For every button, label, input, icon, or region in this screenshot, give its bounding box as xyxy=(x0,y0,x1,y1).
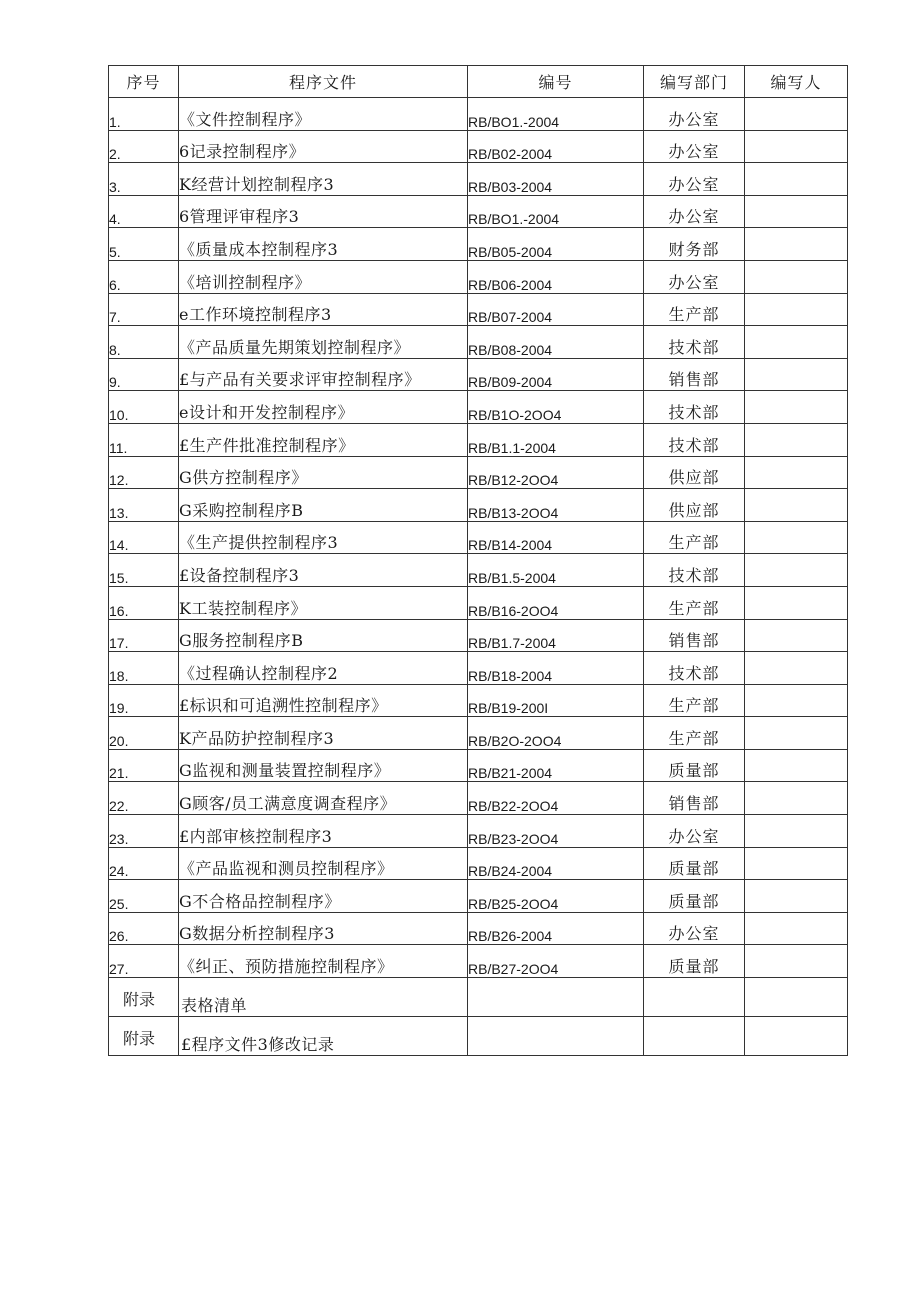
table-body xyxy=(109,98,848,1056)
department-cell: 生产部 xyxy=(644,717,745,750)
code-cell: RB/B13-2OO4 xyxy=(468,489,644,522)
appendix-row xyxy=(109,978,848,1017)
table-row xyxy=(109,586,848,619)
procedure-name-cell: £内部审核控制程序3 xyxy=(179,815,468,848)
seq-cell: 7. xyxy=(109,293,179,326)
seq-cell: 12. xyxy=(109,456,179,489)
table-row xyxy=(109,717,848,750)
seq-cell: 11. xyxy=(109,423,179,456)
department-cell: 办公室 xyxy=(644,260,745,293)
seq-cell: 8. xyxy=(109,326,179,359)
header-seq: 序号 xyxy=(109,66,179,98)
procedure-name-cell: £标识和可追溯性控制程序》 xyxy=(179,684,468,717)
seq-cell: 27. xyxy=(109,945,179,978)
department-cell: 生产部 xyxy=(644,521,745,554)
department-cell: 办公室 xyxy=(644,98,745,131)
seq-cell: 25. xyxy=(109,880,179,913)
author-cell xyxy=(745,912,848,945)
code-cell: RB/B18-2004 xyxy=(468,652,644,685)
seq-cell: 26. xyxy=(109,912,179,945)
procedure-name-cell: e设计和开发控制程序》 xyxy=(179,391,468,424)
table-row xyxy=(109,130,848,163)
seq-cell: 附录 xyxy=(109,978,179,1017)
department-cell: 质量部 xyxy=(644,749,745,782)
procedure-name-cell: e工作环境控制程序3 xyxy=(179,293,468,326)
procedure-document-table xyxy=(108,65,848,1056)
department-cell: 质量部 xyxy=(644,945,745,978)
department-cell: 质量部 xyxy=(644,880,745,913)
appendix-row xyxy=(109,1017,848,1056)
seq-cell: 18. xyxy=(109,652,179,685)
procedure-name-cell: G供方控制程序》 xyxy=(179,456,468,489)
department-cell: 办公室 xyxy=(644,815,745,848)
department-cell: 技术部 xyxy=(644,391,745,424)
author-cell xyxy=(745,684,848,717)
table-row xyxy=(109,912,848,945)
author-cell xyxy=(745,260,848,293)
procedure-name-cell: 《纠正、预防措施控制程序》 xyxy=(179,945,468,978)
department-cell: 技术部 xyxy=(644,652,745,685)
table-row xyxy=(109,782,848,815)
code-cell: RB/B24-2004 xyxy=(468,847,644,880)
code-cell: RB/BO1.-2004 xyxy=(468,98,644,131)
code-cell: RB/B19-200I xyxy=(468,684,644,717)
author-cell xyxy=(745,326,848,359)
table-header xyxy=(109,66,848,98)
department-cell: 财务部 xyxy=(644,228,745,261)
author-cell xyxy=(745,163,848,196)
seq-cell: 21. xyxy=(109,749,179,782)
table-row xyxy=(109,456,848,489)
table-row xyxy=(109,652,848,685)
seq-cell: 19. xyxy=(109,684,179,717)
procedure-name-cell: G采购控制程序B xyxy=(179,489,468,522)
procedure-name-cell: G数据分析控制程序3 xyxy=(179,912,468,945)
procedure-name-cell: K工装控制程序》 xyxy=(179,586,468,619)
author-cell xyxy=(745,749,848,782)
seq-cell: 16. xyxy=(109,586,179,619)
author-cell xyxy=(745,130,848,163)
department-cell xyxy=(644,1017,745,1056)
author-cell xyxy=(745,456,848,489)
header-code: 编号 xyxy=(468,66,644,98)
department-cell: 办公室 xyxy=(644,912,745,945)
code-cell: RB/B1.1-2004 xyxy=(468,423,644,456)
author-cell xyxy=(745,391,848,424)
code-cell: RB/B16-2OO4 xyxy=(468,586,644,619)
procedure-name-cell: 表格清单 xyxy=(179,978,468,1017)
table-row xyxy=(109,98,848,131)
author-cell xyxy=(745,423,848,456)
procedure-name-cell: K产品防护控制程序3 xyxy=(179,717,468,750)
seq-cell: 9. xyxy=(109,358,179,391)
code-cell: RB/B21-2004 xyxy=(468,749,644,782)
header-author: 编写人 xyxy=(745,66,848,98)
department-cell: 生产部 xyxy=(644,293,745,326)
table-row xyxy=(109,260,848,293)
code-cell: RB/B05-2004 xyxy=(468,228,644,261)
author-cell xyxy=(745,652,848,685)
code-cell: RB/B23-2OO4 xyxy=(468,815,644,848)
code-cell: RB/B26-2004 xyxy=(468,912,644,945)
author-cell xyxy=(745,98,848,131)
code-cell: RB/B27-2OO4 xyxy=(468,945,644,978)
code-cell: RB/B12-2OO4 xyxy=(468,456,644,489)
header-row xyxy=(109,66,848,98)
header-department: 编写部门 xyxy=(644,66,745,98)
procedure-name-cell: 《文件控制程序》 xyxy=(179,98,468,131)
code-cell: RB/B1.5-2004 xyxy=(468,554,644,587)
table-row xyxy=(109,521,848,554)
code-cell: RB/BO1.-2004 xyxy=(468,195,644,228)
seq-cell: 3. xyxy=(109,163,179,196)
procedure-name-cell: £生产件批准控制程序》 xyxy=(179,423,468,456)
table-row xyxy=(109,749,848,782)
author-cell xyxy=(745,1017,848,1056)
department-cell: 销售部 xyxy=(644,358,745,391)
author-cell xyxy=(745,815,848,848)
department-cell: 供应部 xyxy=(644,456,745,489)
department-cell: 生产部 xyxy=(644,684,745,717)
table-row xyxy=(109,228,848,261)
code-cell: RB/B08-2004 xyxy=(468,326,644,359)
table-row xyxy=(109,358,848,391)
author-cell xyxy=(745,195,848,228)
table-row xyxy=(109,684,848,717)
table-row xyxy=(109,880,848,913)
code-cell: RB/B25-2OO4 xyxy=(468,880,644,913)
table-row xyxy=(109,815,848,848)
table-row xyxy=(109,423,848,456)
author-cell xyxy=(745,228,848,261)
table-row xyxy=(109,163,848,196)
author-cell xyxy=(745,717,848,750)
seq-cell: 10. xyxy=(109,391,179,424)
seq-cell: 2. xyxy=(109,130,179,163)
author-cell xyxy=(745,945,848,978)
seq-cell: 17. xyxy=(109,619,179,652)
department-cell: 技术部 xyxy=(644,423,745,456)
procedure-name-cell: 《产品质量先期策划控制程序》 xyxy=(179,326,468,359)
procedure-name-cell: G顾客/员工满意度调查程序》 xyxy=(179,782,468,815)
author-cell xyxy=(745,358,848,391)
author-cell xyxy=(745,847,848,880)
table-row xyxy=(109,554,848,587)
department-cell: 销售部 xyxy=(644,782,745,815)
department-cell: 供应部 xyxy=(644,489,745,522)
seq-cell: 23. xyxy=(109,815,179,848)
seq-cell: 14. xyxy=(109,521,179,554)
code-cell: RB/B14-2004 xyxy=(468,521,644,554)
author-cell xyxy=(745,880,848,913)
procedure-name-cell: £设备控制程序3 xyxy=(179,554,468,587)
code-cell: RB/B03-2004 xyxy=(468,163,644,196)
author-cell xyxy=(745,293,848,326)
code-cell xyxy=(468,978,644,1017)
header-procedure-file: 程序文件 xyxy=(179,66,468,98)
procedure-name-cell: 《培训控制程序》 xyxy=(179,260,468,293)
author-cell xyxy=(745,782,848,815)
code-cell: RB/B09-2004 xyxy=(468,358,644,391)
procedure-name-cell: £与产品有关要求评审控制程序》 xyxy=(179,358,468,391)
author-cell xyxy=(745,978,848,1017)
procedure-name-cell: 《产品监视和测员控制程序》 xyxy=(179,847,468,880)
code-cell: RB/B06-2004 xyxy=(468,260,644,293)
table-row xyxy=(109,619,848,652)
code-cell: RB/B2O-2OO4 xyxy=(468,717,644,750)
procedure-name-cell: 《生产提供控制程序3 xyxy=(179,521,468,554)
code-cell: RB/B1.7-2004 xyxy=(468,619,644,652)
table-row xyxy=(109,195,848,228)
department-cell: 质量部 xyxy=(644,847,745,880)
seq-cell: 1. xyxy=(109,98,179,131)
table-row xyxy=(109,489,848,522)
seq-cell: 附录 xyxy=(109,1017,179,1056)
department-cell: 办公室 xyxy=(644,130,745,163)
author-cell xyxy=(745,521,848,554)
table-row xyxy=(109,326,848,359)
author-cell xyxy=(745,619,848,652)
code-cell: RB/B1O-2OO4 xyxy=(468,391,644,424)
seq-cell: 22. xyxy=(109,782,179,815)
seq-cell: 20. xyxy=(109,717,179,750)
seq-cell: 24. xyxy=(109,847,179,880)
seq-cell: 15. xyxy=(109,554,179,587)
procedure-name-cell: G不合格品控制程序》 xyxy=(179,880,468,913)
author-cell xyxy=(745,489,848,522)
department-cell: 办公室 xyxy=(644,195,745,228)
code-cell: RB/B07-2004 xyxy=(468,293,644,326)
code-cell: RB/B22-2OO4 xyxy=(468,782,644,815)
department-cell: 办公室 xyxy=(644,163,745,196)
procedure-name-cell: 6记录控制程序》 xyxy=(179,130,468,163)
seq-cell: 5. xyxy=(109,228,179,261)
code-cell xyxy=(468,1017,644,1056)
department-cell: 技术部 xyxy=(644,326,745,359)
table-row xyxy=(109,391,848,424)
procedure-name-cell: 6管理评审程序3 xyxy=(179,195,468,228)
table-row xyxy=(109,945,848,978)
procedure-name-cell: £程序文件3修改记录 xyxy=(179,1017,468,1056)
author-cell xyxy=(745,554,848,587)
department-cell: 销售部 xyxy=(644,619,745,652)
department-cell: 生产部 xyxy=(644,586,745,619)
table-row xyxy=(109,293,848,326)
department-cell: 技术部 xyxy=(644,554,745,587)
procedure-name-cell: 《质量成本控制程序3 xyxy=(179,228,468,261)
code-cell: RB/B02-2004 xyxy=(468,130,644,163)
procedure-name-cell: 《过程确认控制程序2 xyxy=(179,652,468,685)
table-row xyxy=(109,847,848,880)
seq-cell: 13. xyxy=(109,489,179,522)
seq-cell: 6. xyxy=(109,260,179,293)
seq-cell: 4. xyxy=(109,195,179,228)
procedure-name-cell: G监视和测量装置控制程序》 xyxy=(179,749,468,782)
department-cell xyxy=(644,978,745,1017)
author-cell xyxy=(745,586,848,619)
procedure-name-cell: K经营计划控制程序3 xyxy=(179,163,468,196)
procedure-name-cell: G服务控制程序B xyxy=(179,619,468,652)
